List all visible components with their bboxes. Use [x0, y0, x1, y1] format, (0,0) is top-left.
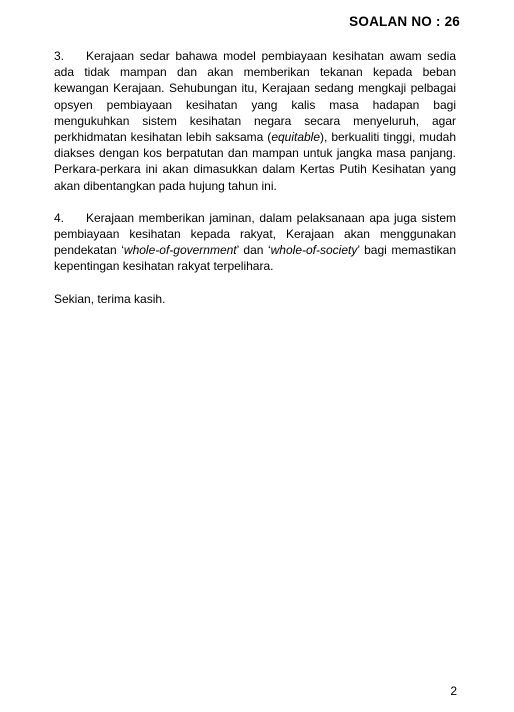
paragraph-text-segment: Kerajaan sedar bahawa model pembiayaan kesihatan awam sedia ada tidak mampan dan akan memberikan tekanan kepada beban kewangan Kerajaan. Sehubungan itu, Kerajaan sedang mengkaji pelbagai opsyen pembiayaan kesihatan yang kalis masa hadapan bagi mengukuhkan sistem kesihatan negara secara menyeluruh, agar perkhidmatan kesihatan lebih saksama ( [54, 49, 456, 145]
paragraph-number: 4. [54, 210, 65, 225]
page-number: 2 [450, 684, 457, 698]
paragraph-text-segment: ’ bagi memastikan kepentingan kesihatan rakyat terpelihara. [54, 243, 457, 274]
paragraph-text-segment: ), berkualiti tinggi, mudah diakses dengan kos berpatutan dan mampan untuk jangka masa panjang. Perkara-perkara ini akan dimasukkan dalam Kertas Putih Kesihatan yang akan dibentangkan pada hujung tahun ini. [54, 130, 456, 193]
paragraph-3 [54, 48, 456, 194]
paragraph-text-italic-term: whole-of-government [123, 243, 237, 258]
paragraph-number: 3. [54, 49, 65, 63]
paragraph-4 [54, 210, 456, 275]
paragraph-text-italic-term: whole-of-society [270, 243, 358, 258]
document-body [54, 48, 456, 307]
paragraph-text-italic-term: equitable [271, 130, 321, 145]
paragraph-text-segment: Kerajaan memberikan jaminan, dalam pelaksanaan apa juga sistem pembiayaan kesihatan kepada rakyat, Kerajaan akan menggunakan pendekatan ‘ [54, 210, 456, 258]
paragraph-text-segment: ’ dan ‘ [236, 243, 271, 258]
question-number-header: SOALAN NO : 26 [349, 14, 460, 29]
closing-remark: Sekian, terima kasih. [54, 291, 166, 306]
